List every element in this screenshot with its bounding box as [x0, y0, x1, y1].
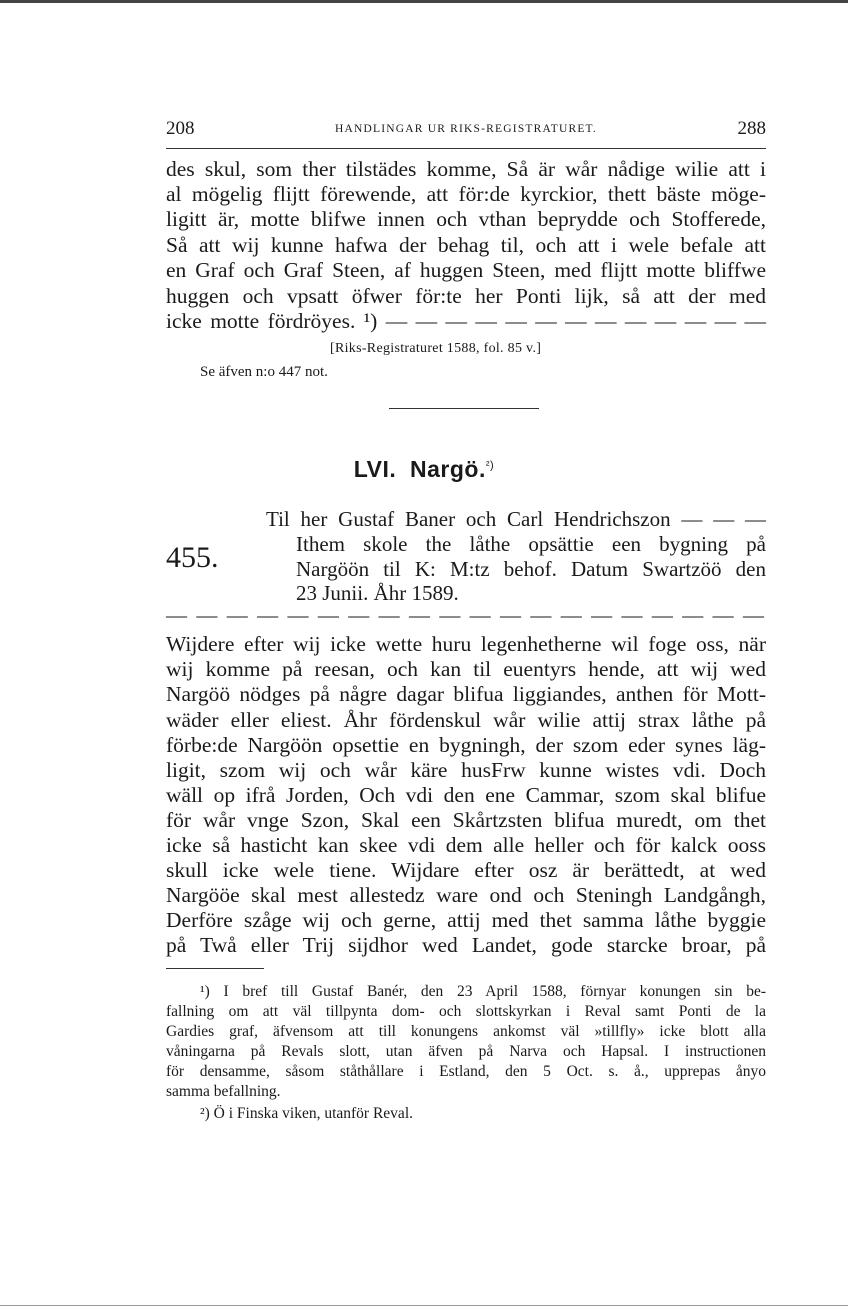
footnote-line: samma befallning.: [166, 1083, 281, 1100]
footnote-line: ¹) I bref till Gustaf Banér, den 23 April 1588, förnyar konungen sin be-: [200, 983, 766, 1000]
section-name: Nargö.: [410, 456, 486, 482]
section-separator: [389, 408, 539, 409]
document-number: 455.: [166, 541, 219, 574]
text-line: icke motte fördröyes. ¹) — — — — — — — — — — — — —: [166, 309, 766, 333]
text-line: för wår vnge Szon, Skal een Skårtzsten blifua muredt, om thet: [166, 808, 766, 832]
footnote-2: ²) Ö i Finska viken, utanför Reval.: [200, 1105, 413, 1122]
text-line: ligit, szom wij och wår käre husFrw kunne wistes vdi. Doch: [166, 758, 766, 782]
section-numeral: LVI.: [353, 456, 397, 482]
header-rule: [166, 148, 766, 149]
scan-top-edge: [0, 0, 848, 3]
scan-bottom-edge: [0, 1305, 848, 1306]
regest-line: Til her Gustaf Baner och Carl Hendrichszon — — —: [266, 507, 766, 531]
text-line: al mögelig flijtt förewende, att för:de kyrckior, thett bäste möge-: [166, 182, 766, 206]
footnote-line: för densamme, såsom ståthållare i Estland, den 5 Oct. s. å., upprepas ånyo: [166, 1063, 766, 1080]
page-number-left: 208: [166, 118, 195, 139]
text-line: Wijdere efter wij icke wette huru legenhetherne wil foge oss, när: [166, 632, 766, 656]
text-line: förbe:de Nargöön opsettie en bygningh, der szom eder synes läg-: [166, 733, 766, 757]
text-line: Så att wij kunne hafwa der behag til, och att i wele befale att: [166, 233, 766, 257]
regest-line: Ithem skole the låthe opsättie een bygning på: [296, 532, 766, 556]
footnote-line: våningarna på Revals slott, utan äfven på Narva och Hapsal. I instructionen: [166, 1043, 766, 1060]
section-title: [0, 456, 848, 483]
footnote-rule: [166, 968, 264, 969]
dash-separator: — — — — — — — — — — — — — — — — — — — —: [166, 603, 766, 627]
text-line: des skul, som ther tilstädes komme, Så är wår nådige wilie att i: [166, 157, 766, 181]
text-line: Nargööe skal mest allestedz ware ond och Steningh Landgångh,: [166, 883, 766, 907]
text-line: wäder eller eliest. Åhr fördenskul wår wilie attij strax låthe på: [166, 708, 766, 732]
text-line: huggen och vpsatt öfwer för:te her Ponti lijk, så att der med: [166, 284, 766, 308]
page-number-right: 288: [737, 118, 766, 139]
text-line: wij komme på reesan, och kan til euentyrs hende, att wij wed: [166, 657, 766, 681]
text-line: Nargöö nödges på någre dagar blifua liggiandes, anthen för Mott-: [166, 682, 766, 706]
text-line: icke så hasticht kan skee vdi dem alle heller och för kalck ooss: [166, 833, 766, 857]
page-header: [166, 118, 766, 142]
footnote-ref-2: ²): [485, 459, 495, 472]
text-line: Derföre szåge wij och gerne, attij med thet samma låthe byggie: [166, 908, 766, 932]
text-line: en Graf och Graf Steen, af huggen Steen, med flijtt motte bliffwe: [166, 258, 766, 282]
text-line: på Twå eller Trij sijdhor wed Landet, gode starcke broar, på: [166, 933, 766, 957]
source-reference: [Riks-Registraturet 1588, fol. 85 v.]: [330, 341, 542, 356]
footnote-line: fallning om att väl tillpynta dom- och slottskyrkan i Reval samt Ponti de la: [166, 1003, 766, 1020]
footnote-line: Gardies graf, äfvensom att till konungens ankomst väl »tillfly» icke blott alla: [166, 1023, 766, 1040]
running-title: HANDLINGAR UR RIKS-REGISTRATURET.: [334, 123, 598, 135]
see-also-note: Se äfven n:o 447 not.: [200, 364, 328, 380]
text-line: wäll op ifrå Jorden, Och vdi den ene Cammar, szom skal blifue: [166, 783, 766, 807]
text-line: ligitt är, motte blifwe innen och vthan beprydde och Stofferede,: [166, 207, 766, 231]
regest-line: 23 Junii. Åhr 1589.: [296, 581, 459, 605]
text-line: skull icke wele tiene. Wijdare efter osz är berättedt, at wed: [166, 858, 766, 882]
regest-line: Nargöön til K: M:tz behof. Datum Swartzöö den: [296, 557, 766, 581]
